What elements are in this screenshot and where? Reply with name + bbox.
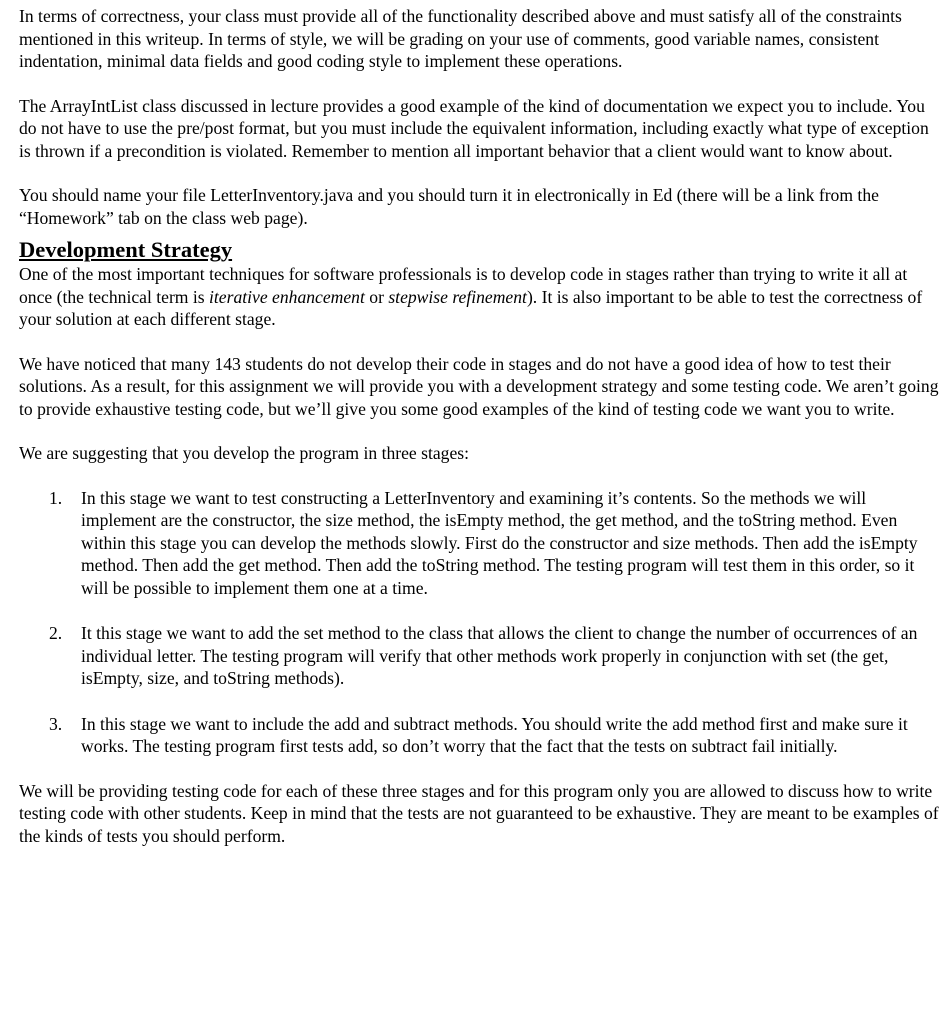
stages-list [19, 487, 943, 758]
list-item-number: 3. [49, 713, 63, 734]
list-item-number: 1. [49, 487, 63, 508]
paragraph-documentation: The ArrayIntList class discussed in lecture provides a good example of the kind of documentation we expect you to include. You do not have to use the pre/post format, but you must include the equivalent information, including exactly what type of exception is thrown if a precondition is violated. Remember to mention all important behavior that a client would want to know about. [19, 95, 929, 161]
section-heading: Development Strategy [19, 237, 233, 262]
paragraph-testing-note: We have noticed that many 143 students do not develop their code in stages and do not have a good idea of how to test their solutions. As a result, for this assignment we will provide you with a development strategy and some testing code. We aren’t going to provide exhaustive testing code, but we’ll give you some good examples of the kind of testing code we want you to write. [19, 353, 939, 419]
paragraph-correctness: In terms of correctness, your class must provide all of the functionality described above and must satisfy all of the constraints mentioned in this writeup. In terms of style, we will be grading on your use of comments, good variable names, consistent indentation, minimal data fields and good coding style to implement these operations. [19, 6, 902, 71]
list-item [19, 622, 943, 690]
list-item [19, 487, 943, 600]
intro-text-or: or [364, 286, 389, 307]
paragraph-file-name: You should name your file LetterInventory.java and you should turn it in electronically in Ed (there will be a link from the “Homework” tab on the class web page). [19, 185, 879, 228]
list-item-text: In this stage we want to test constructing a LetterInventory and examining it’s contents. So the methods we will implement are the constructor, the size method, the isEmpty method, the get method, and the toString method. Even within this stage you can develop the methods slowly. First do the constructor and size methods. Then add the isEmpty method. Then add the get method. Then add the toString method. The testing program will test them in this order, so it will be possible to implement them one at a time. [81, 487, 918, 598]
paragraph-intro [19, 263, 943, 331]
term-stepwise-refinement: stepwise refinement [388, 286, 527, 307]
list-item-text: In this stage we want to include the add and subtract methods. You should write the add method first and make sure it works. The testing program first tests add, so don’t worry that the fact that the tests on subtract fail initially. [81, 713, 908, 756]
list-item [19, 713, 943, 758]
paragraph-closing: We will be providing testing code for each of these three stages and for this program only you are allowed to discuss how to write testing code with other students. Keep in mind that the tests are not guaranteed to be exhaustive. They are meant to be examples of the kinds of tests you should perform. [19, 780, 939, 846]
intro-text-after: ). It is also important to be able to test the correctness of your solution at each different stage. [19, 286, 923, 329]
term-iterative-enhancement: iterative enhancement [209, 286, 365, 307]
paragraph-stages-intro: We are suggesting that you develop the program in three stages: [19, 443, 470, 463]
list-item-text: It this stage we want to add the set method to the class that allows the client to change the number of occurrences of an individual letter. The testing program will verify that other methods work properly in conjunction with set (the get, isEmpty, size, and toString methods). [81, 623, 918, 688]
list-item-number: 2. [49, 623, 63, 643]
intro-text-before: One of the most important techniques for software professionals is to develop code in stages rather than trying to write it all at once (the technical term is [19, 264, 908, 307]
